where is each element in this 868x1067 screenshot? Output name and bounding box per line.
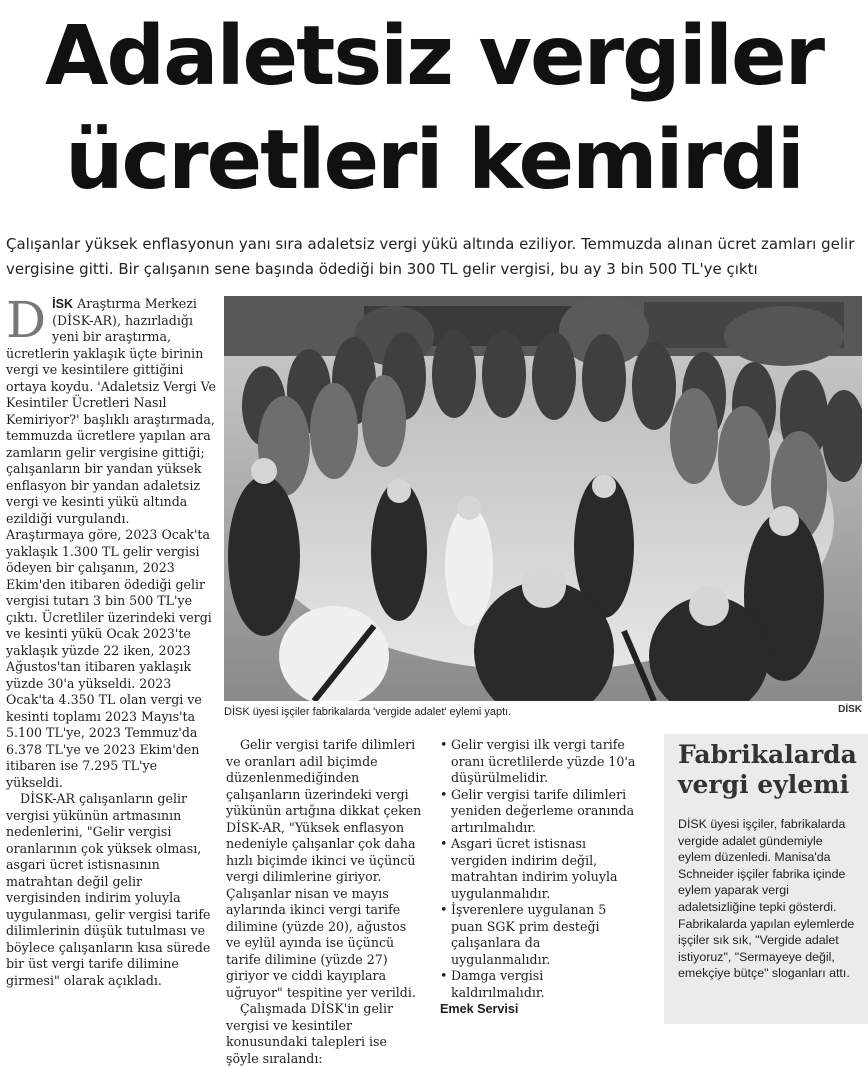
headline-line-1: Adaletsiz vergiler [44,9,824,104]
lead-word: İSK [52,297,74,311]
workers-crowd-illustration [224,296,862,701]
list-item: • Asgari ücret istisnası vergiden indirim değil, matrahtan indirim yoluyla uygulanmalıdır. [440,836,636,902]
list-item: • İşverenlere uygulanan 5 puan SGK prim desteği çalışanlara da uygulanmalıdır. [440,902,636,968]
protest-photo [224,296,862,701]
article-paragraph-2: Araştırmaya göre, 2023 Ocak'ta yaklaşık 1.300 TL gelir vergisi ödeyen bir çalışanın, 2023 Ekim'den itibaren ödediği gelir vergisi tutarı 3 bin 500 TL'ye çıktı. Ücretliler üzerindeki vergi ve kesinti yükü Ocak 2023'te yaklaşık yüzde 22 iken, 2023 Ağustos'tan itibaren yaklaşık yüzde 30'a yükseldi. 2023 Ocak'ta 4.350 TL olan vergi ve kesinti toplamı 2023 Mayıs'ta 5.100 TL'ye, 2023 Temmuz'da 6.378 TL'ye ve 2023 Ekim'den itibaren ise 7.295 TL'ye yükseldi. [6,527,212,790]
photo-caption: DİSK üyesi işçiler fabrikalarda 'vergide adalet' eylemi yaptı. [224,706,512,718]
drop-cap: D [6,291,47,349]
article-paragraph-3: DİSK-AR çalışanların gelir vergisi yükünün artmasının nedenlerini, "Gelir vergisi oranlarının çok yüksek olması, asgari ücret istisnasının matrahtan değil gelir vergisinden indirim yoluyla uygulanması, gelir vergisi tarife dilimlerinin düşük tutulması ve böylece çalışanların kısa sürede bir üst vergi tarife dilimine girmesi" olarak açıkladı. [6,791,211,988]
list-item: • Gelir vergisi tarife dilimleri yeniden değerleme oranında artırılmalıdır. [440,787,636,837]
article-paragraph-1 [6,291,216,527]
article-paragraph-5: Çalışmada DİSK'in gelir vergisi ve kesintiler konusundaki talepleri ise şöyle sıralandı: [226,1001,393,1066]
paragraph-1-text: Araştırma Merkezi (DİSK-AR), hazırladığı yeni bir araştırma, ücretlerin yaklaşık üçte birinin vergi ve kesintilere gittiğini ortaya koydu. 'Adaletsiz Vergi Ve Kesintiler Ücretleri Nasıl Kemiriyor?' başlıklı araştırmada, temmuzda ücretlere yapılan ara zamların gelir vergisine gittiği; çalışanların bir yandan yüksek enflasyon bir yandan adaletsiz vergi ve kesinti yükü altında ezildiği vurgulandı. [6,296,216,526]
article-column-2 [226,737,423,1067]
article-column-3 [440,737,636,1018]
byline: Emek Servisi [440,1002,519,1016]
demands-list [440,737,636,1001]
article-paragraph-4: Gelir vergisi tarife dilimleri ve oranları adil biçimde düzenlenmediğinden çalışanların üzerindeki vergi yükünün artığına dikkat çeken DİSK-AR, "Yüksek enflasyon nedeniyle çalışanlar çok daha hızlı biçimde ikinci ve üçüncü vergi dilimlerine giriyor. Çalışanlar nisan ve mayıs aylarında ikinci vergi tarife dilimine (yüzde 20), ağustos ve eylül ayında ise üçüncü tarife dilimine (yüzde 27) giriyor ve ciddi kayıplara uğruyor" tespitine yer verildi. [226,737,422,1000]
article-column-1 [6,291,216,989]
sidebar-title: Fabrikalarda vergi eylemi [678,740,857,799]
photo-credit: DİSK [838,704,862,715]
sidebar-body: DİSK üyesi işçiler, fabrikalarda vergide adalet gündemiyle eylem düzenledi. Manisa'da Schneider işçiler fabrika içinde eylem yaparak vergi adaletsizliğine tepki gösterdi. Fabrikalarda yapılan eylemlerde işçiler sık sık, "Vergide adalet istiyoruz", "Sermayeye değil, emekçiye bütçe" sloganları attı. [678,817,855,981]
headline-line-2: ücretleri kemirdi [65,113,803,208]
list-item: • Gelir vergisi ilk vergi tarife oranı ücretlilerde yüzde 10'a düşürülmelidir. [440,737,636,787]
list-item: • Damga vergisi kaldırılmalıdır. [440,968,636,1001]
deck-subheading: Çalışanlar yüksek enflasyonun yanı sıra adaletsiz vergi yükü altında eziliyor. Temmuzda alınan ücret zamları gelir vergisine gitti. Bir çalışanın sene başında ödediği bin 300 TL gelir vergisi, bu ay 3 bin 500 TL'ye çıktı [6,235,855,278]
